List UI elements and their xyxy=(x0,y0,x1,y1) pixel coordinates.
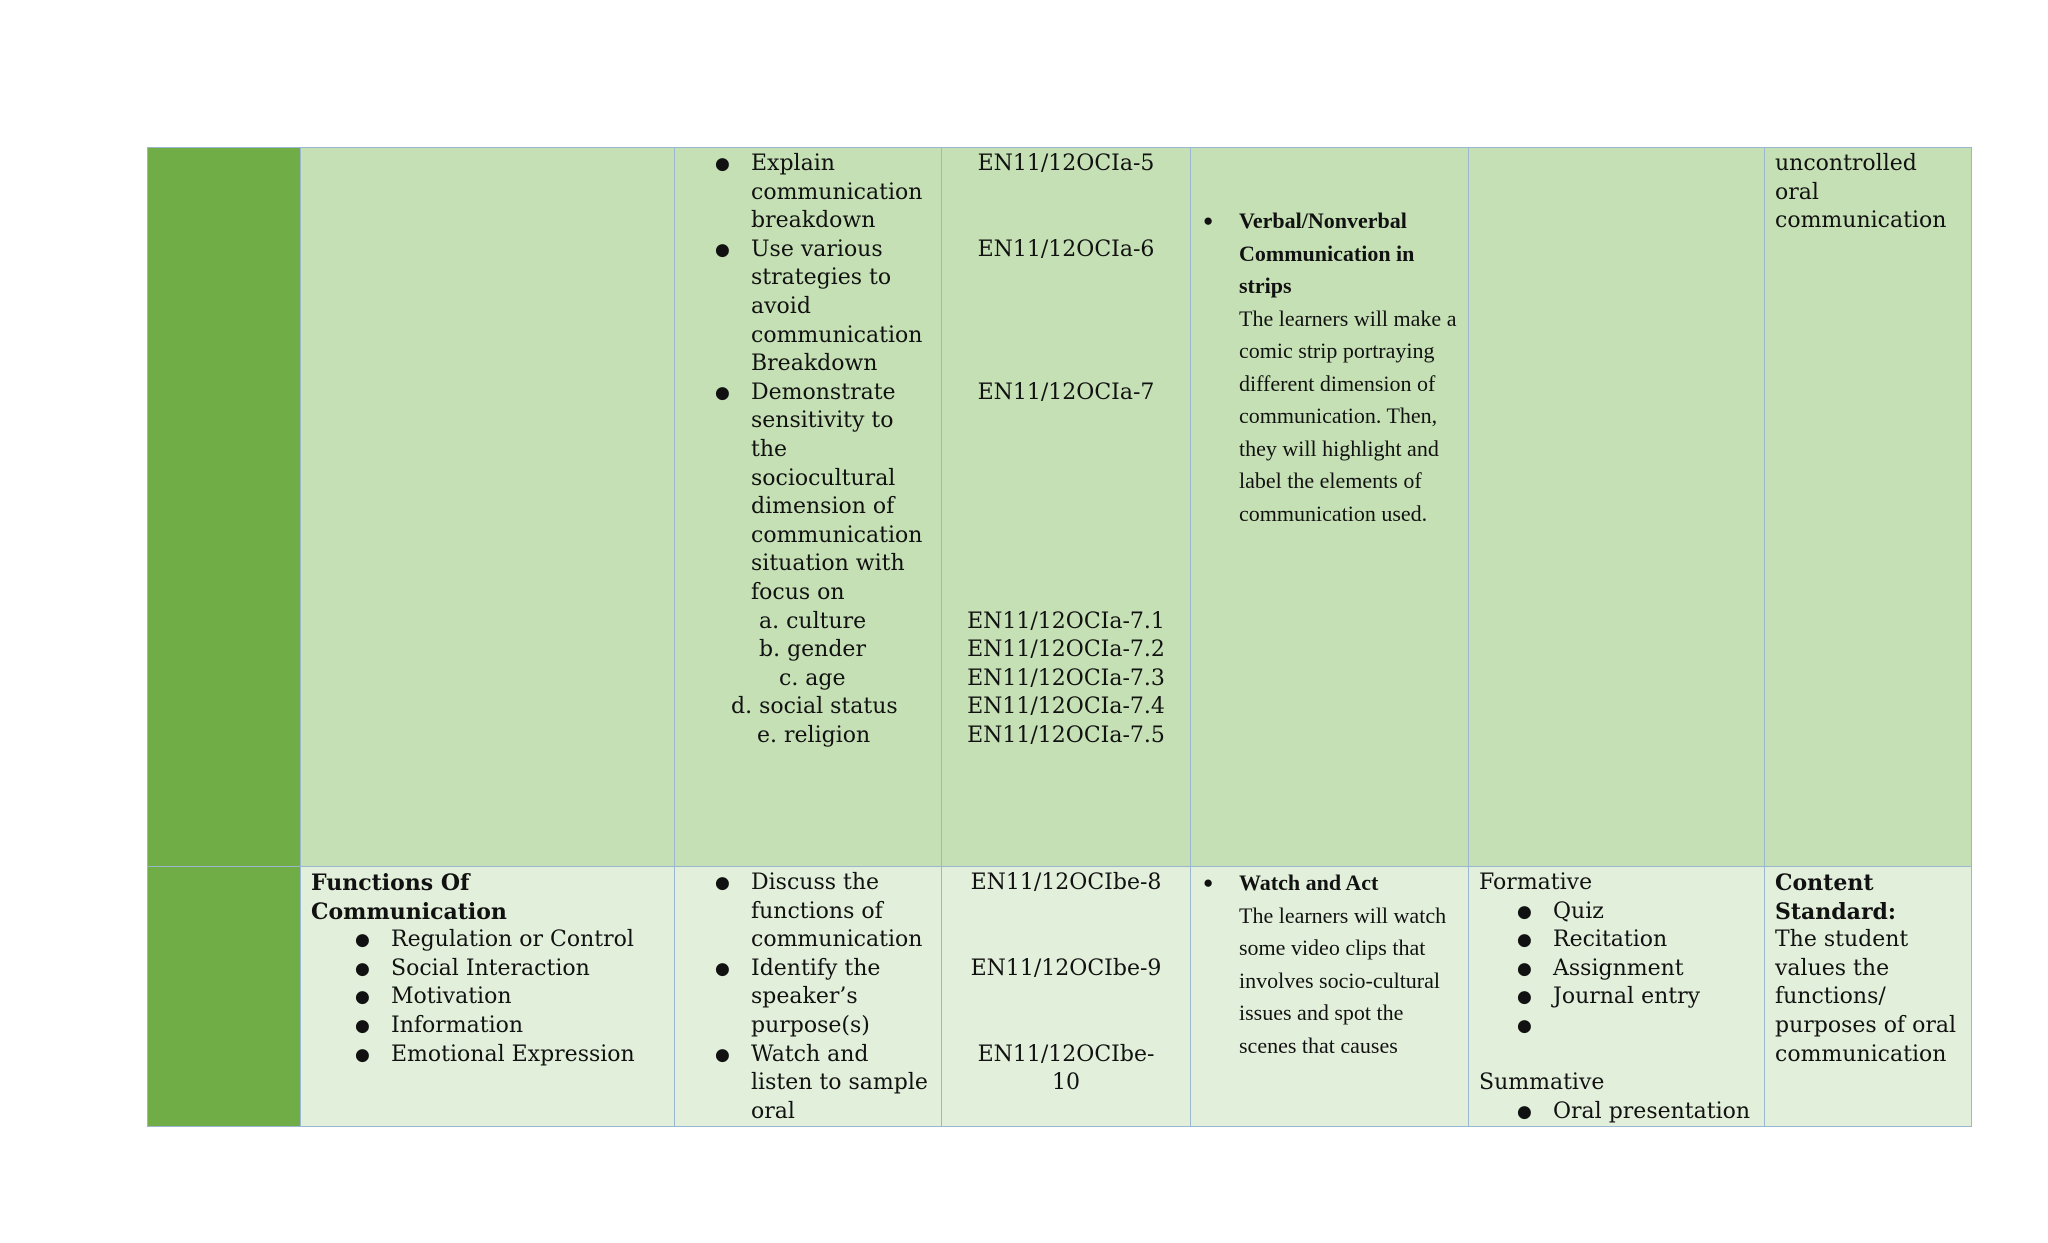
focus-item: d. social status xyxy=(731,694,898,720)
summative-label: Summative xyxy=(1479,1070,1605,1096)
activity-title: ● Verbal/Nonverbal Communication in strips xyxy=(1239,208,1415,298)
assessment-cell xyxy=(1469,148,1765,867)
activity-description: The learners will make a comic strip portraying different dimension of communication. Then, they will highlight and label the elements of communication used. xyxy=(1239,305,1457,526)
list-item xyxy=(1203,867,1460,1062)
standard-text: uncontrolled oral communication xyxy=(1775,151,1947,234)
list-item: ● Demonstrate sensitivity to the sociocultural dimension of communication situation with focus on xyxy=(715,379,933,608)
activity-cell xyxy=(1191,148,1469,867)
code-label: EN11/12OCIa-7 xyxy=(977,379,1155,405)
standard-label: Content Standard: xyxy=(1775,870,1897,925)
code-cell xyxy=(942,867,1191,1127)
list-item: ● Social Interaction xyxy=(355,955,666,984)
focus-item: e. religion xyxy=(757,722,871,748)
code-label: EN11/12OCIa-6 xyxy=(977,236,1155,262)
list-item: ● Oral presentation xyxy=(1517,1098,1756,1127)
code-label: EN11/12OCIa-7.5 xyxy=(967,722,1165,748)
assessment-cell xyxy=(1469,867,1765,1127)
list-item: ● Watch and listen to sample oral xyxy=(715,1041,933,1127)
code-label: EN11/12OCIa-7.2 xyxy=(967,637,1165,663)
list-item: ● Recitation xyxy=(1517,926,1756,955)
code-cell xyxy=(942,148,1191,867)
list-item: ● Assignment xyxy=(1517,955,1756,984)
side-band xyxy=(148,148,301,867)
list-item: ● Identify the speaker’s purpose(s) xyxy=(715,955,933,1041)
table-row xyxy=(148,148,1972,867)
code-label: EN11/12OCIa-7.4 xyxy=(967,694,1165,720)
list-item: ● Information xyxy=(355,1012,666,1041)
activity-list xyxy=(1203,867,1460,1062)
code-label: EN11/12OCIa-7.1 xyxy=(967,608,1165,634)
code-label: EN11/12OCIbe-10 xyxy=(977,1041,1155,1096)
list-item: ● Explain communication breakdown xyxy=(715,150,933,236)
list-item xyxy=(1517,1012,1756,1041)
activity-cell xyxy=(1191,867,1469,1127)
formative-list xyxy=(1517,898,1756,1041)
list-item: ● Emotional Expression xyxy=(355,1041,666,1070)
standard-cell xyxy=(1765,867,1972,1127)
topic-list xyxy=(355,926,666,1069)
list-item: ● Quiz xyxy=(1517,898,1756,927)
focus-item: a. culture xyxy=(759,608,867,634)
list-item: ● Journal entry xyxy=(1517,983,1756,1012)
code-label: EN11/12OCIa-7.3 xyxy=(967,665,1165,691)
standard-text: The student values the functions/ purposes of oral communication xyxy=(1775,927,1956,1067)
code-label: EN11/12OCIbe-9 xyxy=(970,955,1162,981)
summative-list xyxy=(1517,1098,1756,1127)
activity-list xyxy=(1203,205,1460,530)
competency-cell xyxy=(675,867,942,1127)
list-item: ● Use various strategies to avoid communication Breakdown xyxy=(715,236,933,379)
competency-list xyxy=(715,150,933,608)
activity-title: ● Watch and Act xyxy=(1239,870,1379,895)
focus-item: b. gender xyxy=(759,637,866,663)
competency-list xyxy=(715,869,933,1126)
list-item: ● Motivation xyxy=(355,983,666,1012)
list-item: ● Regulation or Control xyxy=(355,926,666,955)
standard-cell xyxy=(1765,148,1972,867)
code-label: EN11/12OCIbe-8 xyxy=(970,870,1162,895)
focus-item: c. age xyxy=(779,665,846,691)
competency-cell xyxy=(675,148,942,867)
list-item: ● Discuss the functions of communication xyxy=(715,869,933,955)
topic-title: Functions Of Communication xyxy=(311,870,507,925)
table-row xyxy=(148,867,1972,1127)
side-band xyxy=(148,867,301,1127)
formative-label: Formative xyxy=(1479,870,1593,895)
curriculum-table xyxy=(147,147,1972,1127)
topic-cell xyxy=(301,148,675,867)
activity-description: The learners will watch some video clips that involves socio-cultural issues and spot the scenes that causes xyxy=(1239,902,1447,1058)
code-label: EN11/12OCIa-5 xyxy=(977,151,1155,176)
list-item xyxy=(1203,205,1460,530)
topic-cell xyxy=(301,867,675,1127)
